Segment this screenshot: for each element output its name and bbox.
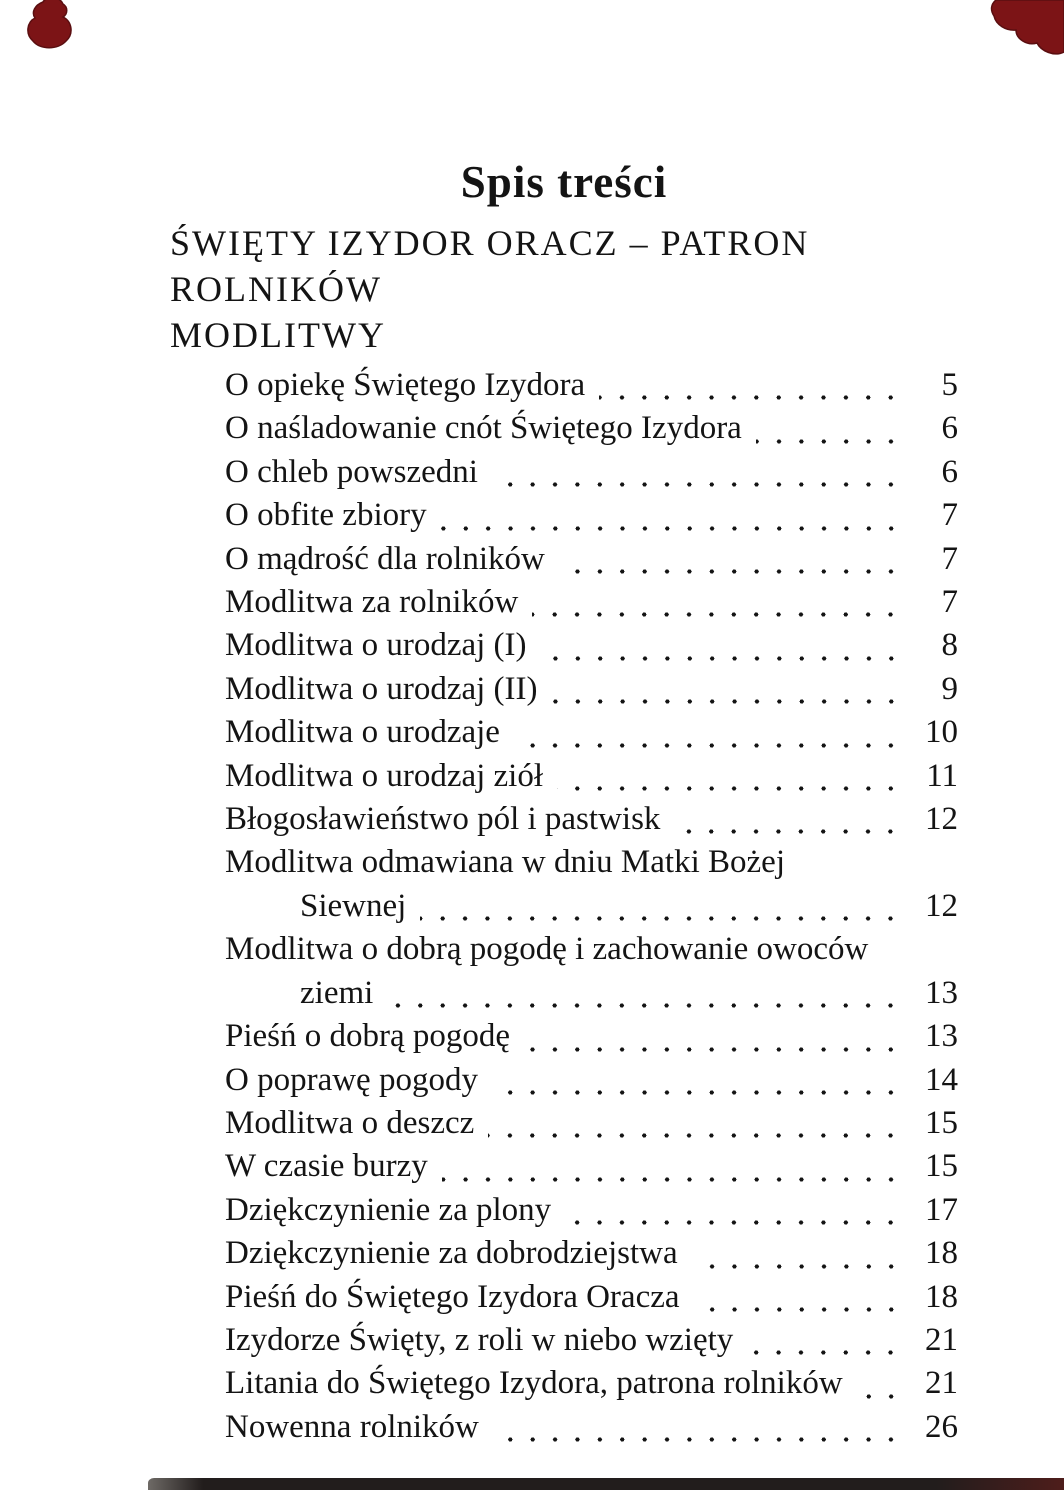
toc-entry-label: Modlitwa o dobrą pogodę i zachowanie owoców xyxy=(225,931,869,968)
toc-entry xyxy=(170,581,958,624)
toc-entry-page: 12 xyxy=(925,887,958,924)
toc-entry xyxy=(170,711,958,754)
toc-entry xyxy=(170,928,958,971)
page-title: Spis treści xyxy=(460,157,668,207)
page-content xyxy=(170,156,958,1449)
toc-entry-label: Modlitwa o urodzaj (I) xyxy=(225,627,527,664)
toc-entry-page: 15 xyxy=(925,1104,958,1141)
toc-entry xyxy=(170,1145,958,1188)
toc-entry xyxy=(170,1362,958,1405)
red-stain-shape xyxy=(982,0,1064,56)
toc-entry-page: 7 xyxy=(941,584,958,621)
toc-entry-page: 18 xyxy=(925,1235,958,1272)
toc-entry-page: 8 xyxy=(941,627,958,664)
toc-entry-label: O obfite zbiory xyxy=(225,497,427,534)
toc-entry xyxy=(170,755,958,798)
section-headings xyxy=(170,220,958,358)
toc-entry xyxy=(170,1232,958,1275)
toc-entry xyxy=(170,1406,958,1449)
toc-entry-label: Siewnej xyxy=(300,887,407,924)
toc-dot-leader xyxy=(541,624,903,667)
toc-dot-leader xyxy=(441,494,902,537)
toc-entry-page: 7 xyxy=(941,497,958,534)
toc-entry xyxy=(170,494,958,537)
toc-entry-page: 11 xyxy=(926,757,958,794)
toc-entry-page: 14 xyxy=(925,1061,958,1098)
toc-entry-label: O mądrość dla rolników xyxy=(225,540,545,577)
toc-entry-label: Litania do Świętego Izydora, patrona rolników xyxy=(225,1365,843,1402)
toc-dot-leader xyxy=(442,1145,902,1188)
scan-edge-bottom-bar xyxy=(148,1478,1064,1490)
toc-entry-page: 18 xyxy=(925,1278,958,1315)
toc-entry xyxy=(170,1319,958,1362)
toc-entry xyxy=(170,407,958,450)
toc-entry xyxy=(170,1059,958,1102)
toc-entry-page: 10 xyxy=(925,714,958,751)
toc-dot-leader xyxy=(674,798,902,841)
toc-entry-label: Pieśń do Świętego Izydora Oracza xyxy=(225,1278,680,1315)
toc-entry-page: 17 xyxy=(925,1191,958,1228)
toc-entry xyxy=(170,1015,958,1058)
toc-entry-label: W czasie burzy xyxy=(225,1148,428,1185)
toc-entry-label: Błogosławieństwo pól i pastwisk xyxy=(225,801,661,838)
toc-dot-leader xyxy=(420,885,902,928)
toc-entry xyxy=(170,841,958,884)
toc-entry-page: 21 xyxy=(925,1365,958,1402)
toc-entry-page: 9 xyxy=(941,670,958,707)
toc-dot-leader xyxy=(514,711,902,754)
section-heading-line: ROLNIKÓW xyxy=(170,269,382,309)
toc-entry xyxy=(170,624,958,667)
toc-entry xyxy=(170,798,958,841)
red-stain-shape xyxy=(16,0,76,54)
toc-dot-leader xyxy=(532,581,902,624)
toc-entry-label: Modlitwa o urodzaj (II) xyxy=(225,670,538,707)
section-heading-line: ŚWIĘTY IZYDOR ORACZ – PATRON xyxy=(170,223,810,263)
toc-entry-page: 5 xyxy=(941,367,958,403)
toc-dot-leader xyxy=(694,1276,902,1319)
toc-entry xyxy=(170,972,958,1015)
toc-dot-leader xyxy=(557,755,902,798)
toc-entry-page: 7 xyxy=(941,540,958,577)
toc-dot-leader xyxy=(756,407,902,450)
section-heading-line: MODLITWY xyxy=(170,315,386,355)
scan-stain-top-left xyxy=(16,0,76,54)
toc-dot-leader xyxy=(599,364,902,407)
scan-stain-top-right xyxy=(982,0,1064,56)
toc-entry-page: 15 xyxy=(925,1148,958,1185)
toc-entry xyxy=(170,538,958,581)
toc-entry-label: O chleb powszedni xyxy=(225,453,478,490)
toc-entry-label: Dziękczynienie za plony xyxy=(225,1191,552,1228)
toc-entry-label: Dziękczynienie za dobrodziejstwa xyxy=(225,1235,678,1272)
toc-list xyxy=(170,364,958,1449)
toc-entry-label: O naśladowanie cnót Świętego Izydora xyxy=(225,410,742,447)
toc-entry-label: Modlitwa odmawiana w dniu Matki Bożej xyxy=(225,844,785,881)
toc-entry-label: Modlitwa za rolników xyxy=(225,584,519,621)
toc-entry-page: 13 xyxy=(925,1018,958,1055)
toc-dot-leader xyxy=(747,1319,902,1362)
toc-dot-leader xyxy=(552,668,903,711)
toc-entry-label: Izydorze Święty, z roli w niebo wzięty xyxy=(225,1321,734,1358)
toc-entry-page: 6 xyxy=(941,410,958,447)
toc-dot-leader xyxy=(493,1406,902,1449)
toc-entry-label: Modlitwa o urodzaje xyxy=(225,714,500,751)
toc-dot-leader xyxy=(692,1232,902,1275)
toc-entry-label: Pieśń o dobrą pogodę xyxy=(225,1018,511,1055)
toc-entry-page: 12 xyxy=(925,801,958,838)
toc-dot-leader xyxy=(559,538,902,581)
toc-dot-leader xyxy=(387,972,902,1015)
toc-entry xyxy=(170,451,958,494)
toc-dot-leader xyxy=(857,1362,902,1405)
toc-entry xyxy=(170,885,958,928)
toc-entry-label: Modlitwa o urodzaj ziół xyxy=(225,757,544,794)
toc-entry-page: 26 xyxy=(925,1408,958,1445)
toc-dot-leader xyxy=(488,1102,902,1145)
toc-entry-page: 6 xyxy=(941,453,958,490)
toc-entry xyxy=(170,364,958,407)
toc-entry-label: Modlitwa o deszcz xyxy=(225,1104,475,1141)
toc-entry xyxy=(170,1189,958,1232)
toc-dot-leader xyxy=(565,1189,902,1232)
toc-entry-label: Nowenna rolników xyxy=(225,1408,479,1445)
toc-dot-leader xyxy=(492,451,902,494)
toc-entry-label: O poprawę pogody xyxy=(225,1061,478,1098)
toc-entry xyxy=(170,1276,958,1319)
toc-entry-page: 21 xyxy=(925,1321,958,1358)
toc-dot-leader xyxy=(492,1059,902,1102)
toc-entry-page: 13 xyxy=(925,974,958,1011)
toc-entry xyxy=(170,1102,958,1145)
toc-entry-label: ziemi xyxy=(300,974,374,1011)
toc-entry-label: O opiekę Świętego Izydora xyxy=(225,367,586,403)
toc-entry xyxy=(170,668,958,711)
toc-dot-leader xyxy=(524,1015,902,1058)
